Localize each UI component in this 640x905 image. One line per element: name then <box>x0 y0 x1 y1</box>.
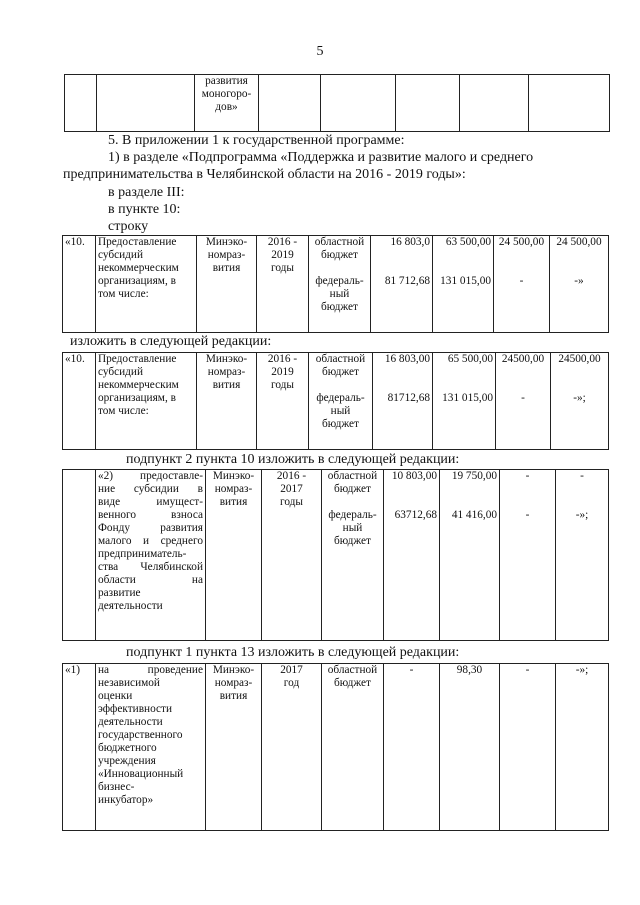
top-table-cell <box>65 75 97 132</box>
row-description: на проведение независимой оценки эффективности деятельности государственного бюджетного учреждения «Инновационный бизнес- инкубатор» <box>96 664 206 831</box>
row-source: областной бюджет федераль- ный бюджет <box>309 236 371 333</box>
row-value-2: 65 500,00 131 015,00 <box>433 353 496 450</box>
row-value-3: - <box>500 664 556 831</box>
row-number: «1) <box>63 664 96 831</box>
paragraph-8: подпункт 1 пункта 13 изложить в следующей редакции: <box>126 645 460 660</box>
top-table-cell <box>97 75 195 132</box>
top-table-cell <box>321 75 396 132</box>
row-executor: Минэко- номраз- вития <box>206 470 262 641</box>
row-value-1: 10 803,00 63712,68 <box>384 470 440 641</box>
row-value-2: 63 500,00 131 015,00 <box>433 236 494 333</box>
row-source: областной бюджет федераль- ный бюджет <box>322 470 384 641</box>
table-subitem-13-1 <box>62 663 609 831</box>
row-number: «10. <box>63 353 96 450</box>
row-value-4: - -»; <box>556 470 609 641</box>
row-executor: Минэко- номраз- вития <box>197 353 257 450</box>
table-new-row-10 <box>62 352 609 450</box>
row-period: 2017 год <box>262 664 322 831</box>
row-value-1: - <box>384 664 440 831</box>
paragraph-3: в разделе III: <box>108 185 185 200</box>
top-table-cell <box>529 75 610 132</box>
table-old-row-10 <box>62 235 609 333</box>
paragraph-5: строку <box>108 219 149 234</box>
paragraph-1: 5. В приложении 1 к государственной программе: <box>108 133 405 148</box>
row-executor: Минэко- номраз- вития <box>197 236 257 333</box>
row-executor: Минэко- номраз- вития <box>206 664 262 831</box>
table-subitem-2 <box>62 469 609 641</box>
top-table <box>64 74 610 132</box>
top-table-text-cell: развития моногоро- дов» <box>195 75 259 132</box>
row-number: «10. <box>63 236 96 333</box>
row-value-3: 24 500,00 - <box>494 236 550 333</box>
top-table-cell <box>259 75 321 132</box>
top-table-cell <box>396 75 460 132</box>
row-period: 2016 - 2017 годы <box>262 470 322 641</box>
row-description: Предоставление субсидий некоммерческим организациям, в том числе: <box>96 353 197 450</box>
row-value-4: -»; <box>556 664 609 831</box>
row-source: областной бюджет <box>322 664 384 831</box>
row-period: 2016 - 2019 годы <box>257 353 309 450</box>
paragraph-7: подпункт 2 пункта 10 изложить в следующей редакции: <box>126 452 460 467</box>
paragraph-2a: 1) в разделе «Подпрограмма «Поддержка и развитие малого и среднего <box>108 150 534 165</box>
row-period: 2016 - 2019 годы <box>257 236 309 333</box>
row-number <box>63 470 96 641</box>
paragraph-2b: предпринимательства в Челябинской области на 2016 - 2019 годы»: <box>63 167 466 182</box>
row-value-1: 16 803,00 81712,68 <box>373 353 433 450</box>
row-source: областной бюджет федераль- ный бюджет <box>309 353 373 450</box>
row-value-4: 24500,00 -»; <box>551 353 609 450</box>
row-value-1: 16 803,0 81 712,68 <box>371 236 433 333</box>
row-value-4: 24 500,00 -» <box>550 236 609 333</box>
row-description: «2) предоставле- ние субсидии в виде имущест- венного взноса Фонду развития малого и среднего предприниматель- ства Челябинской области на развитие деятельности <box>96 470 206 641</box>
paragraph-6: изложить в следующей редакции: <box>70 334 272 349</box>
row-description: Предоставление субсидий некоммерческим организациям, в том числе: <box>96 236 197 333</box>
paragraph-4: в пункте 10: <box>108 202 181 217</box>
row-value-3: 24500,00 - <box>496 353 551 450</box>
row-value-3: - - <box>500 470 556 641</box>
row-value-2: 98,30 <box>440 664 500 831</box>
top-table-cell <box>460 75 529 132</box>
row-value-2: 19 750,00 41 416,00 <box>440 470 500 641</box>
page-number: 5 <box>316 44 324 59</box>
